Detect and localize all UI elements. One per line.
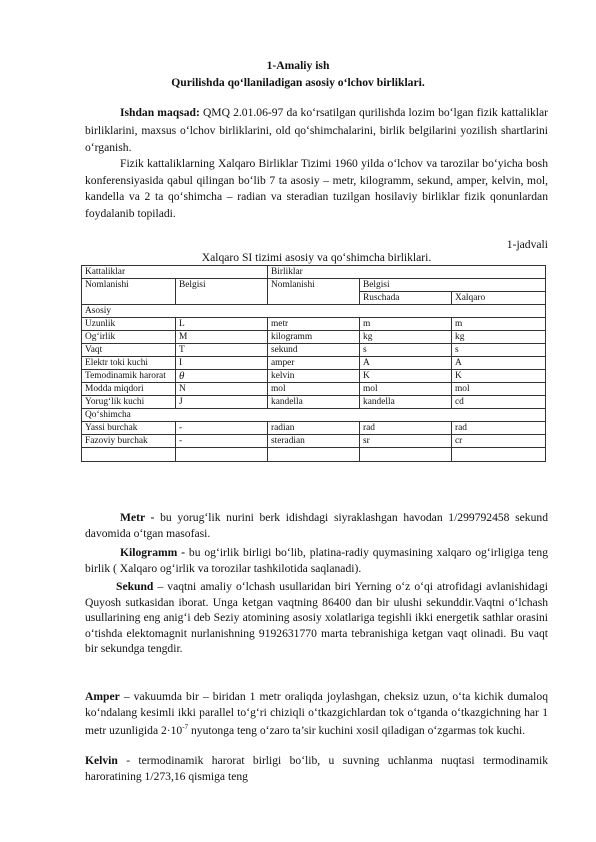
cell: I [176,357,268,370]
cell [452,448,546,462]
table-row [82,318,546,331]
kilogramm-label: Kilogramm - [120,546,186,559]
cell: Fazoviy burchak [82,435,176,448]
cell: s [452,344,546,357]
sekund-text: – vaqtni amaliy o‘lchash usullaridan biri Yerning o‘z o‘qi atrofidagi avlanishidagi Quyosh sutkasidan iborat. Unga ketgan vaqtning 86400 dan bir ulushi sekunddir.Vaqtni o‘lchash usullarining eng anig‘i deb Seziy atomining asosiy xolatlariga tegishli ikki energetik sathlar orasini o‘tishda elektomagnit nurlanishning 9192631770 marta tebranishiga ketgan vaqt olinadi. Bu vaqt bir sekundga tengdir. [85,580,548,655]
table-reference: 1-jadvali [506,238,548,251]
intro-paragraph [85,156,548,222]
si-units-table [81,265,546,462]
cell: - [176,435,268,448]
cell: kg [452,331,546,344]
cell: A [452,357,546,370]
cell: L [176,318,268,331]
kilogramm-text: bu og‘irlik birligi bo‘lib, platina-radiy quymasining xalqaro og‘irligiga teng birlik ( Xalqaro og‘irlik va torozilar tashkilotida saqlanadi). [85,546,548,575]
table-row [82,422,546,435]
header-nomlanishi: Nomlanishi [82,279,176,305]
cell: m [452,318,546,331]
cell: T [176,344,268,357]
sekund-label: Sekund [116,580,154,593]
kelvin-definition [85,753,548,784]
amper-label: Amper [85,690,120,703]
cell: kandella [360,396,452,409]
table-row [82,435,546,448]
intro-text: Fizik kattaliklarning Xalqaro Birliklar Tizimi 1960 yilda o‘lchov va tarozilar bo‘yicha bosh konferensiyasida qabul qilingan bo‘lib 7 ta asosiy – metr, kilogramm, sekund, amper, kelvin, mol, kandella va 2 ta qo‘shimcha – radian va steradian tuzilgan hosilaviy birliklar fizik qonunlardan foydalanib topiladi. [85,157,548,220]
cell: Og‘irlik [82,331,176,344]
table-header-row [82,266,546,279]
cell [268,448,360,462]
cell [360,448,452,462]
table-row [82,396,546,409]
metr-text: bu yorug‘lik nurini berk idishdagi siyraklashgan havodan 1/299792458 sekund davomida o‘tgan masofasi. [85,511,548,540]
section-asosiy: Asosiy [82,305,546,318]
table-row [82,344,546,357]
page-subtitle: Qurilishda qo‘llaniladigan asosiy o‘lchov birliklari. [171,76,425,89]
cell [176,448,268,462]
cell: Elektr toki kuchi [82,357,176,370]
metr-definition [85,510,548,542]
amper-definition [85,689,548,738]
table-section-row [82,409,546,422]
cell: Yassi burchak [82,422,176,435]
cell: metr [268,318,360,331]
header-unit-nomlanishi: Nomlanishi [268,279,360,305]
cell: M [176,331,268,344]
cell: mol [360,383,452,396]
table-caption: Xalqaro SI tizimi asosiy va qo‘shimcha birliklari. [201,251,432,264]
cell: θ [176,370,268,383]
header-ruschada: Ruschada [360,292,452,305]
cell: - [176,422,268,435]
table-row [82,357,546,370]
cell: steradian [268,435,360,448]
cell: rad [360,422,452,435]
table-empty-row [82,448,546,462]
goal-label: Ishdan maqsad: [120,106,200,119]
cell: cr [452,435,546,448]
amper-text-end: nyutonga teng o‘zaro ta’sir kuchini xosil qiladigan o‘zgarmas tok kuchi. [188,723,526,737]
kilogramm-definition [85,545,548,577]
kelvin-text: - termodinamik harorat birligi bo‘lib, u suvning uchlanma nuqtasi termodinamik haroratining 1/273,16 qismiga teng [85,754,548,783]
table-row [82,383,546,396]
table-row [82,331,546,344]
cell: m [360,318,452,331]
cell: mol [452,383,546,396]
goal-text: QMQ 2.01.06-97 da ko‘rsatilgan qurilishda lozim bo‘lgan fizik kattaliklar birliklarini, maxsus o‘lchov birliklarini, old qo‘shimchalarini, birlik belgilarini yozilish shartlarini o‘rganish. [85,106,548,154]
cell: sr [360,435,452,448]
section-qoshimcha: Qo‘shimcha [82,409,546,422]
amper-text: – vakuumda bir – biridan 1 metr oraliqda joylashgan, cheksiz uzun, o‘ta kichik dumaloq ko‘ndalang kesimli ikki parallel to‘g‘ri chiziqli o‘tkazgichlardan tok o‘tganda o‘tkazgichning har 1 metr uzunligida 2·10 [85,690,548,737]
cell: sekund [268,344,360,357]
table-header-row [82,279,546,292]
cell: mol [268,383,360,396]
cell [82,448,176,462]
cell: amper [268,357,360,370]
header-belgisi: Belgisi [176,279,268,305]
cell: kelvin [268,370,360,383]
cell: Temodinamik harorat [82,370,176,383]
cell: kg [360,331,452,344]
cell: N [176,383,268,396]
table-row [82,370,546,383]
cell: radian [268,422,360,435]
page-title: 1-Amaliy ish [266,59,330,72]
amper-exponent: -7 [182,723,189,731]
cell: J [176,396,268,409]
table-section-row [82,305,546,318]
goal-paragraph [85,104,548,157]
cell: Uzunlik [82,318,176,331]
cell: K [452,370,546,383]
cell: Vaqt [82,344,176,357]
header-unit-belgisi: Belgisi [360,279,546,292]
kelvin-label: Kelvin [85,754,118,767]
cell: cd [452,396,546,409]
cell: A [360,357,452,370]
cell: kandella [268,396,360,409]
sekund-definition [85,579,548,657]
metr-label: Metr - [120,511,155,524]
header-birliklar: Birliklar [268,266,546,279]
header-kattaliklar: Kattaliklar [82,266,268,279]
cell: rad [452,422,546,435]
cell: K [360,370,452,383]
cell: s [360,344,452,357]
cell: Yorug‘lik kuchi [82,396,176,409]
cell: Modda miqdori [82,383,176,396]
header-xalqaro: Xalqaro [452,292,546,305]
cell: kilogramm [268,331,360,344]
